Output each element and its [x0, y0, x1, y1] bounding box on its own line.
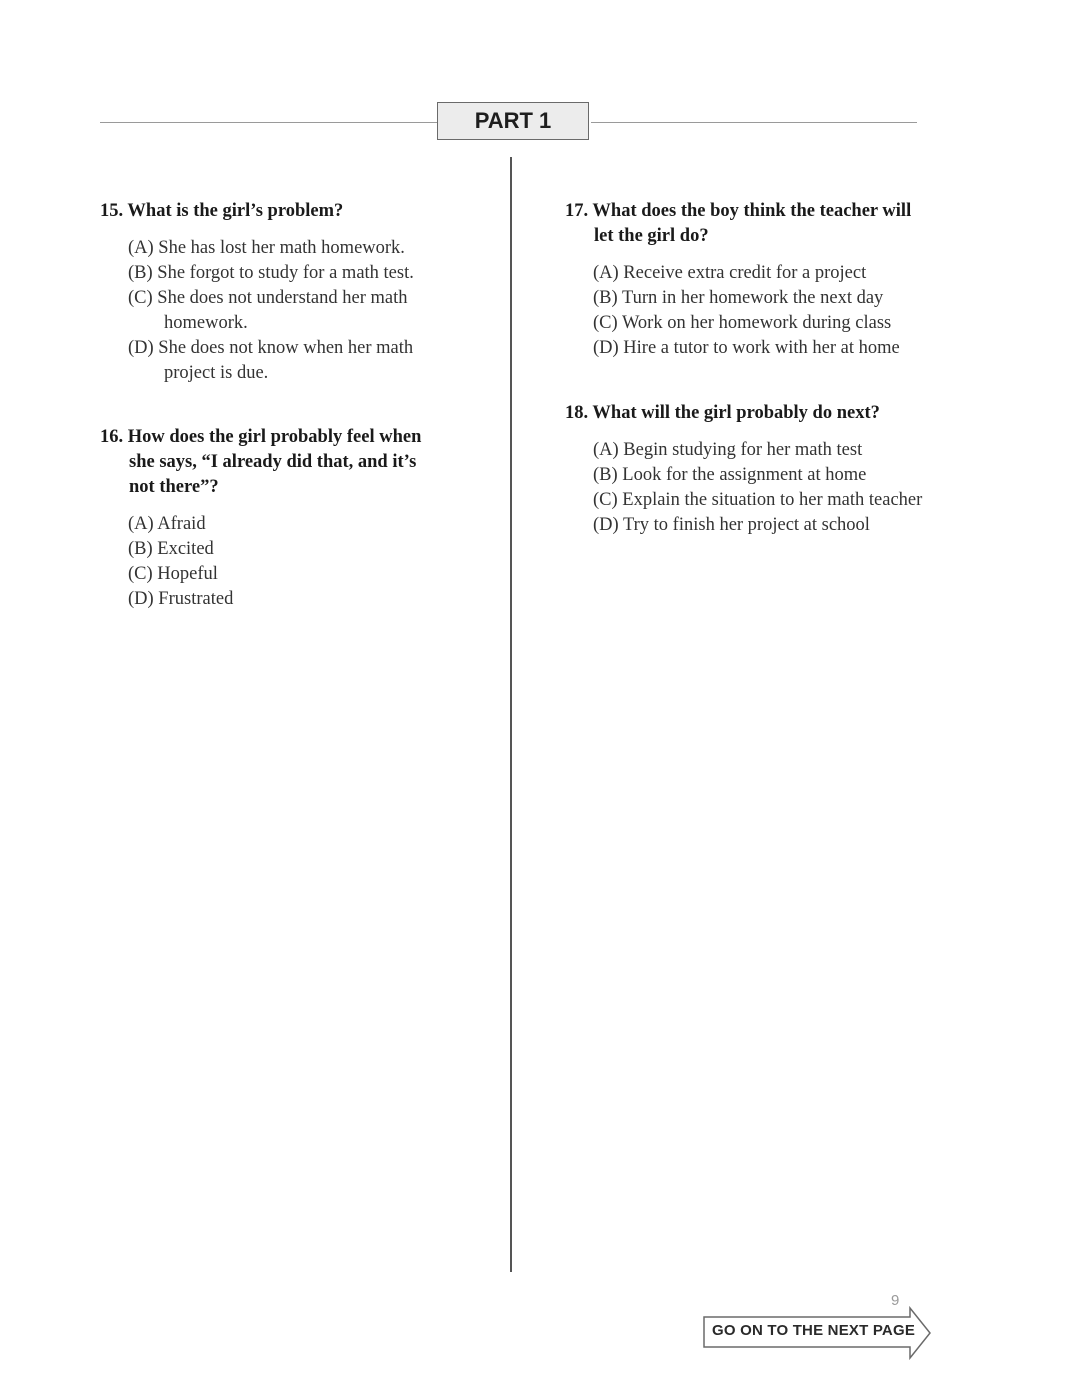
question-18-option-d: (D) Try to finish her project at school — [593, 515, 870, 535]
question-16-option-c: (C) Hopeful — [128, 564, 218, 584]
page-number: 9 — [891, 1292, 900, 1309]
question-15-text: 15. What is the girl’s problem? — [100, 201, 344, 221]
question-18-option-c: (C) Explain the situation to her math teacher — [593, 490, 923, 510]
question-16-option-d: (D) Frustrated — [128, 589, 234, 609]
question-15-options — [100, 236, 445, 386]
part-heading — [437, 102, 589, 140]
question-15-option-c: (C) She does not understand her math homework. — [128, 288, 408, 333]
question-16 — [100, 425, 445, 612]
question-16-option-a: (A) Afraid — [128, 514, 206, 534]
question-15 — [100, 199, 445, 386]
question-17-options — [565, 261, 925, 361]
question-18 — [565, 401, 925, 538]
question-18-text: 18. What will the girl probably do next? — [565, 403, 880, 423]
question-15-option-b: (B) She forgot to study for a math test. — [128, 263, 414, 283]
question-17-option-a: (A) Receive extra credit for a project — [593, 263, 867, 283]
question-15-option-a: (A) She has lost her math homework. — [128, 238, 405, 258]
question-16-options — [100, 512, 445, 612]
next-page-label: GO ON TO THE NEXT PAGE — [712, 1322, 916, 1339]
question-18-option-b: (B) Look for the assignment at home — [593, 465, 867, 485]
question-17-option-d: (D) Hire a tutor to work with her at home — [593, 338, 900, 358]
question-18-option-a: (A) Begin studying for her math test — [593, 440, 863, 460]
header-rule-right — [591, 122, 917, 123]
question-17 — [565, 199, 925, 361]
question-16-text: 16. How does the girl probably feel when she says, “I already did that, and it’s not there”? — [100, 427, 422, 497]
question-17-text: 17. What does the boy think the teacher will let the girl do? — [565, 201, 912, 246]
question-18-options — [565, 438, 925, 538]
column-divider — [510, 157, 512, 1272]
question-17-option-b: (B) Turn in her homework the next day — [593, 288, 884, 308]
header-rule-left — [100, 122, 438, 123]
question-17-option-c: (C) Work on her homework during class — [593, 313, 892, 333]
question-16-option-b: (B) Excited — [128, 539, 214, 559]
question-15-option-d: (D) She does not know when her math project is due. — [128, 338, 414, 383]
part-heading-label: PART 1 — [474, 108, 552, 133]
